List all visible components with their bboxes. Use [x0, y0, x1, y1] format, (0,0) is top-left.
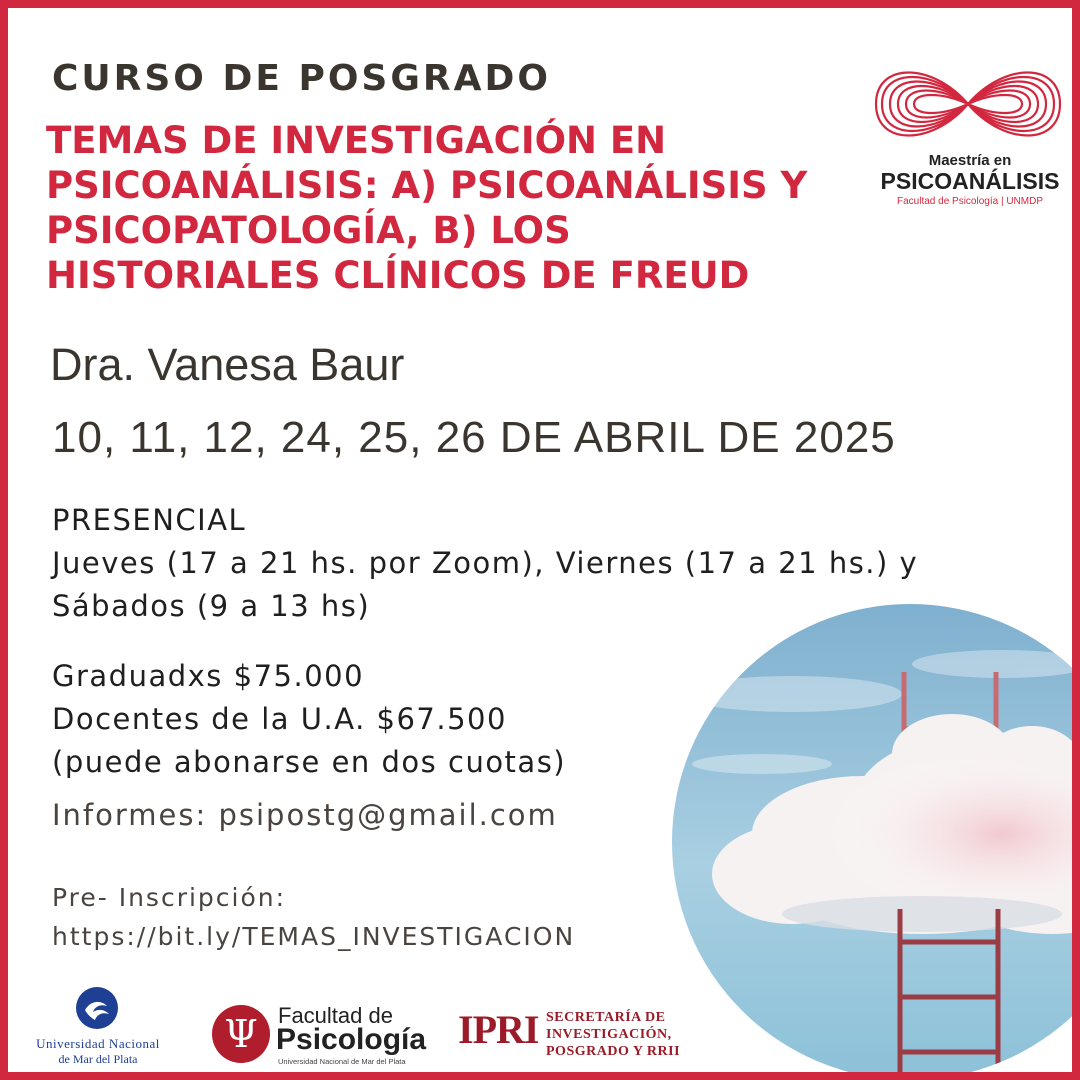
course-title-line: TEMAS DE INVESTIGACIÓN EN	[46, 119, 667, 162]
preregistration-link[interactable]: https://bit.ly/TEMAS_INVESTIGACION	[52, 922, 576, 951]
facultad-line1: Facultad de	[278, 1003, 393, 1028]
preregistration-block	[52, 878, 575, 956]
brand-line1: Maestría en	[928, 152, 1012, 169]
cloud-ladder-icon	[672, 604, 1080, 1080]
facultad-line2: Psicología	[276, 1023, 427, 1056]
unmdp-logo	[18, 986, 178, 1068]
price-line: Docentes de la U.A. $67.500	[52, 702, 507, 736]
unmdp-emblem-icon	[75, 986, 119, 1030]
secretaria-line2: INVESTIGACIÓN,	[546, 1027, 672, 1042]
contact-email[interactable]: Informes: psipostg@gmail.com	[52, 798, 558, 832]
course-dates: 10, 11, 12, 24, 25, 26 DE ABRIL DE 2025	[52, 413, 896, 462]
brand-line2: PSICOANÁLISIS	[880, 168, 1060, 194]
course-title-line: HISTORIALES CLÍNICOS DE FREUD	[46, 254, 750, 297]
brand-line3: Facultad de Psicología | UNMDP	[897, 196, 1043, 207]
preregistration-label: Pre- Inscripción:	[52, 883, 287, 912]
price-line: Graduadxs $75.000	[52, 659, 365, 693]
prices-block	[52, 655, 566, 784]
cloud-ladder-image	[672, 604, 1080, 1080]
course-title-line: PSICOPATOLOGÍA, B) LOS	[46, 209, 571, 252]
facultad-line3: Universidad Nacional de Mar del Plata	[278, 1057, 406, 1066]
psi-logo-icon: Ψ	[212, 1005, 270, 1063]
schedule-line: Jueves (17 a 21 hs. por Zoom), Viernes (17 a 21 hs.) y	[52, 546, 919, 580]
infinity-wave-icon	[874, 58, 1062, 150]
secretaria-line3: POSGRADO Y RRII	[546, 1044, 681, 1059]
unmdp-line2: de Mar del Plata	[58, 1052, 138, 1066]
secretaria-monogram: IPRI	[458, 1007, 539, 1052]
maestria-logo	[870, 58, 1070, 218]
secretaria-line1: SECRETARÍA DE	[546, 1010, 666, 1025]
course-type-label: CURSO DE POSGRADO	[52, 58, 551, 99]
modality-block	[52, 499, 918, 628]
modality-mode: PRESENCIAL	[52, 503, 247, 537]
secretaria-logo	[458, 1006, 698, 1066]
course-title	[46, 118, 866, 298]
teacher-name: Dra. Vanesa Baur	[50, 339, 405, 390]
price-line: (puede abonarse en dos cuotas)	[52, 745, 567, 779]
unmdp-line1: Universidad Nacional	[36, 1036, 160, 1051]
course-title-line: PSICOANÁLISIS: A) PSICOANÁLISIS Y	[46, 164, 808, 207]
facultad-psicologia-logo	[212, 1003, 432, 1073]
schedule-line: Sábados (9 a 13 hs)	[52, 589, 371, 623]
